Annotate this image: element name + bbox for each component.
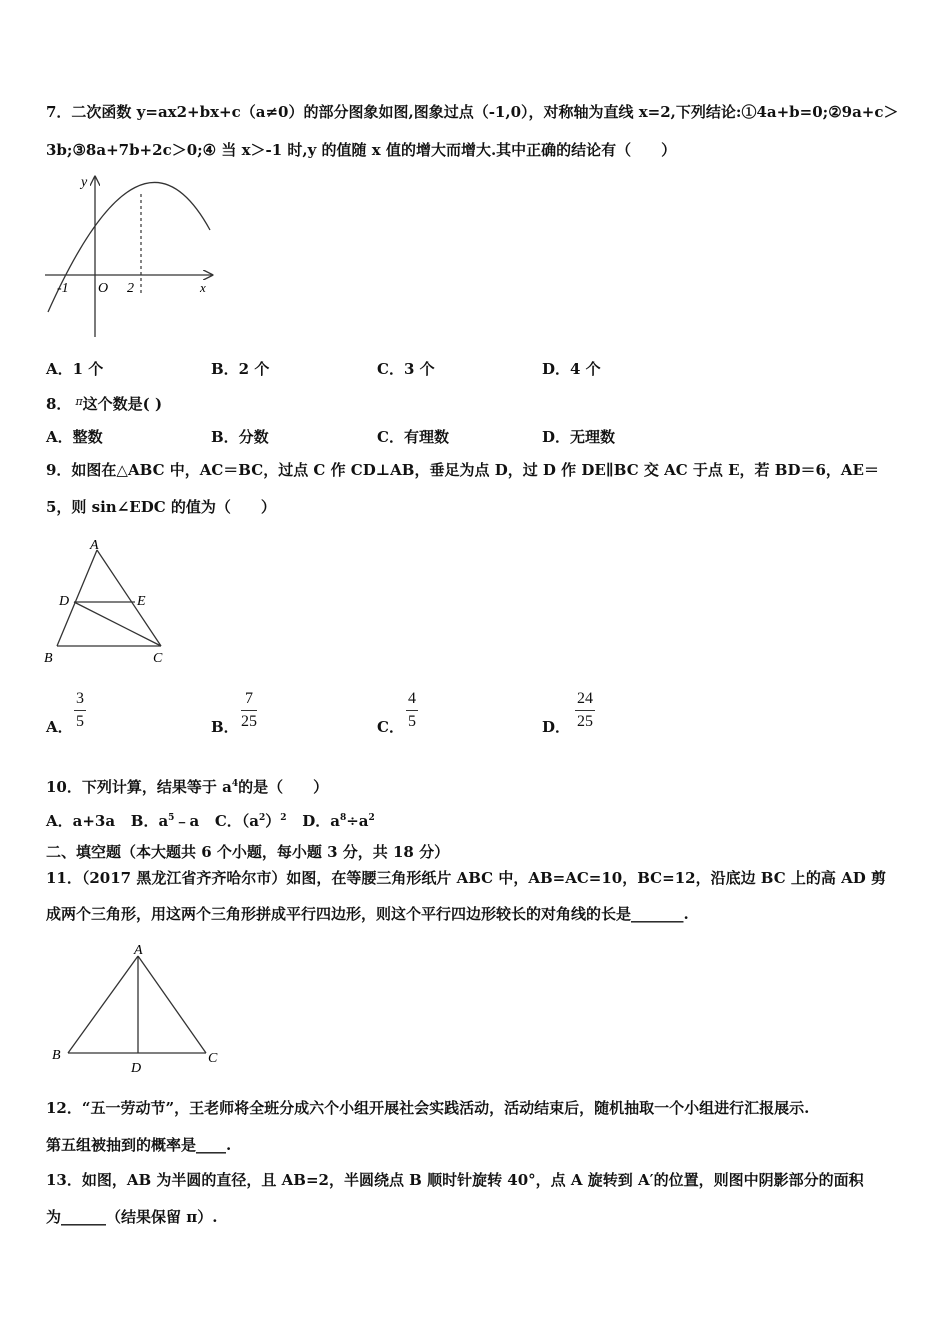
- q9-option-a-numerator: 3: [76, 690, 84, 707]
- q9-option-c-letter[interactable]: C．: [377, 718, 404, 736]
- q7-option-b[interactable]: B．2 个: [211, 360, 270, 378]
- q9-stem-line1: 9．如图在△ABC 中，AC＝BC，过点 C 作 CD⊥AB，垂足为点 D，过 D 作 DE∥BC 交 AC 于点 E，若 BD＝6，AE＝: [46, 461, 879, 479]
- q9-option-a-fraction[interactable]: [74, 690, 86, 731]
- q9-option-d-denominator: 25: [577, 713, 593, 730]
- q8-option-a[interactable]: A．整数: [46, 428, 103, 446]
- q8-option-d[interactable]: D．无理数: [542, 428, 616, 446]
- q9-option-c-numerator: 4: [408, 690, 416, 707]
- q10-option-a[interactable]: A．a+3a: [46, 812, 116, 830]
- q9-option-b-numerator: 7: [245, 690, 253, 707]
- section-2-heading: 二、填空题（本大题共 6 个小题，每小题 3 分，共 18 分）: [46, 843, 450, 861]
- q9-option-b-fraction[interactable]: [241, 690, 257, 731]
- q9-option-d-letter[interactable]: D．: [542, 718, 571, 736]
- q7-option-d[interactable]: D．4 个: [542, 360, 601, 378]
- q12-stem-line1: 12．“五一劳动节”，王老师将全班分成六个小组开展社会实践活动，活动结束后，随机抽取一个小组进行汇报展示.: [46, 1099, 810, 1117]
- q7-origin-label: O: [98, 281, 109, 296]
- q8-pi-symbol: π: [75, 395, 83, 408]
- q10-options: [46, 808, 375, 831]
- q13-stem-line1: 13．如图，AB 为半圆的直径，且 AB=2，半圆绕点 B 顺时针旋转 40°，点 A 旋转到 A′的位置，则图中阴影部分的面积: [46, 1171, 864, 1189]
- q7-stem-line1: 7．二次函数 y=ax2+bx+c（a≠0）的部分图象如图,图象过点（-1,0），对称轴为直线 x=2,下列结论:①4a+b=0;②9a+c＞: [46, 103, 899, 121]
- q7-stem-line2: 3b;③8a+7b+2c＞0;④ 当 x＞-1 时,y 的值随 x 值的增大而增大.其中正确的结论有（ ）: [46, 141, 677, 159]
- q9-label-c: C: [153, 651, 163, 666]
- q9-option-c-denominator: 5: [408, 713, 416, 730]
- q13-stem-line2: 为______（结果保留 π）.: [46, 1208, 218, 1226]
- q10-option-b[interactable]: B．$a^5﹣a$: [130, 812, 200, 830]
- q11-label-a: A: [134, 943, 143, 958]
- q7-tick-2: 2: [127, 281, 134, 296]
- q9-label-e: E: [137, 594, 146, 609]
- q11-stem-line1: 11．（2017 黑龙江省齐齐哈尔市）如图，在等腰三角形纸片 ABC 中，AB=AC=10，BC=12，沿底边 BC 上的高 AD 剪: [46, 869, 886, 887]
- q9-option-d-numerator: 24: [577, 690, 593, 707]
- q9-option-a-denominator: 5: [76, 713, 84, 730]
- q9-label-d: D: [59, 594, 70, 609]
- q7-option-a[interactable]: A．1 个: [46, 360, 104, 378]
- q8-option-c[interactable]: C．有理数: [377, 428, 449, 446]
- q11-label-c: C: [208, 1051, 218, 1066]
- q9-option-c-fraction[interactable]: [406, 690, 418, 731]
- q7-parabola-graph: [40, 172, 220, 342]
- q8-stem: [46, 392, 162, 414]
- q8-stem-text: 这个数是( ): [82, 395, 163, 413]
- q11-stem-line2: 成两个三角形，用这两个三角形拼成平行四边形，则这个平行四边形较长的对角线的长是_______.: [46, 905, 689, 923]
- q10-option-d[interactable]: D．$a^8\div a^2$: [302, 812, 375, 830]
- q8-option-b[interactable]: B．分数: [211, 428, 269, 446]
- q9-triangle-figure: [40, 535, 180, 670]
- q7-option-c[interactable]: C．3 个: [377, 360, 435, 378]
- q11-label-d: D: [131, 1061, 142, 1076]
- q7-x-label: x: [200, 280, 206, 295]
- q9-option-a-letter[interactable]: A．: [46, 718, 73, 736]
- q7-tick-neg1: -1: [57, 281, 69, 296]
- q9-label-a: A: [90, 538, 99, 553]
- q12-stem-line2: 第五组被抽到的概率是____.: [46, 1136, 232, 1154]
- q8-number: 8．: [46, 395, 72, 413]
- q9-option-b-letter[interactable]: B．: [211, 718, 239, 736]
- q11-isosceles-triangle-figure: [44, 938, 234, 1078]
- q10-option-c[interactable]: C．$(a^2)^2$: [214, 812, 287, 830]
- q7-y-label: y: [81, 175, 88, 190]
- q9-option-d-fraction[interactable]: [575, 690, 595, 731]
- q9-stem-line2: 5，则 sin∠EDC 的值为（ ）: [46, 498, 276, 516]
- q9-option-b-denominator: 25: [241, 713, 257, 730]
- q10-stem: 10．下列计算，结果等于 $a^4$的是（ ）: [46, 778, 329, 796]
- q9-label-b: B: [44, 651, 53, 666]
- q11-label-b: B: [52, 1048, 61, 1063]
